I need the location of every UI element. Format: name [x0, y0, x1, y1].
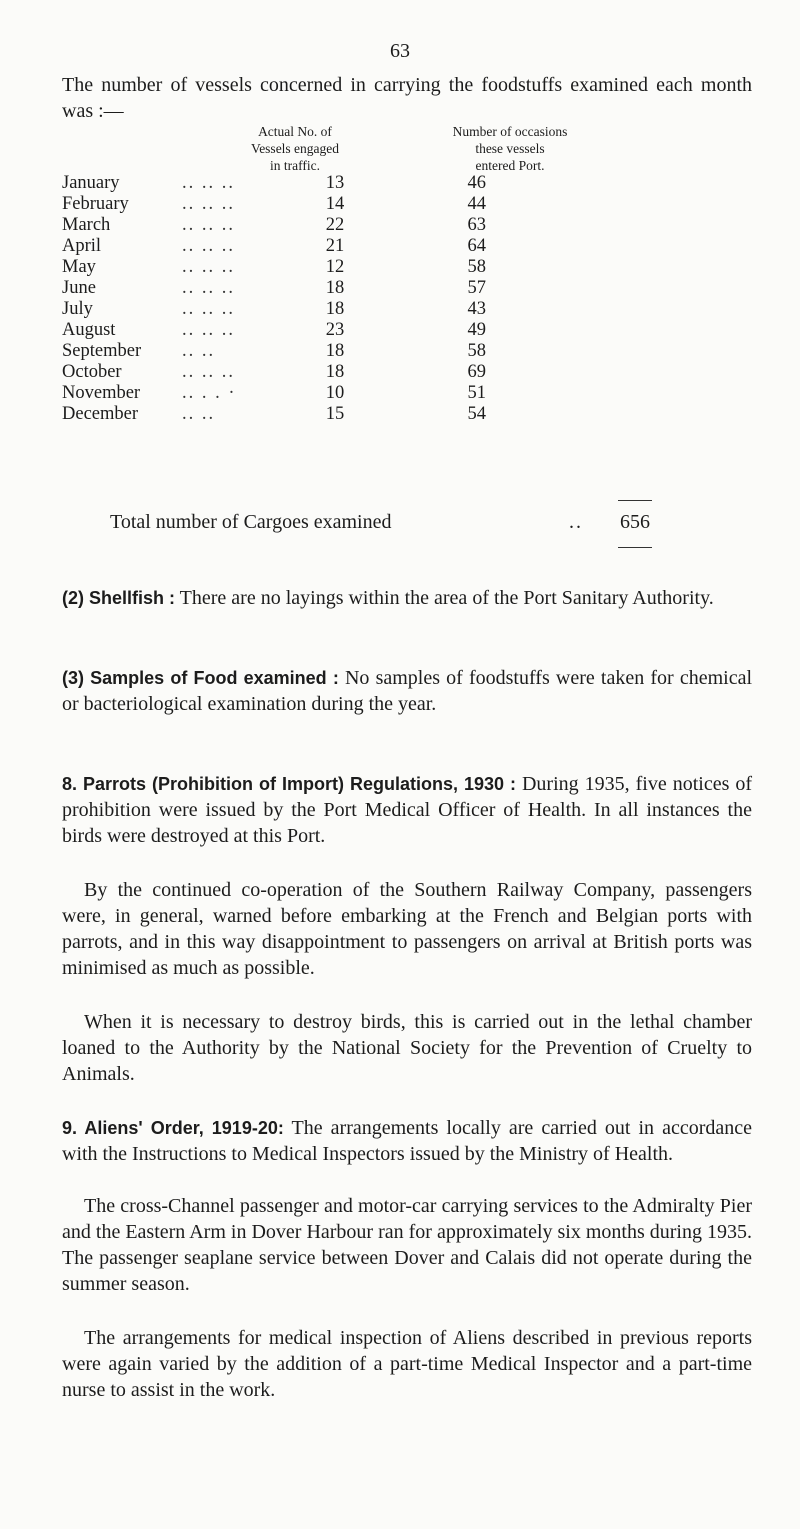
total-value: 656	[620, 511, 650, 533]
intro-paragraph: The number of vessels concerned in carrying the foodstuffs examined each month was :—	[62, 74, 752, 122]
page-number: 63	[390, 40, 410, 62]
column-header-vessels-engaged	[210, 123, 380, 174]
section-text: During 1935, five notices of prohibition were issued by the Port Medical Officer of Health. In all instances the birds were destroyed at this Port.	[62, 773, 753, 847]
table-row	[62, 257, 486, 278]
column-header-occasions	[410, 123, 610, 174]
leader-dots: .. ..	[182, 341, 216, 361]
leader-dots: .. .. ..	[182, 194, 235, 214]
paragraph-lethal-chamber: When it is necessary to destroy birds, this is carried out in the lethal chamber loaned to the Authority by the National Society for the Prevention of Cruelty to Animals.	[62, 1011, 752, 1085]
column-header-line: Number of occasions	[452, 124, 568, 139]
occasions-cell: 58	[467, 257, 486, 277]
month-cell: January	[62, 173, 120, 193]
occasions-cell: 51	[467, 383, 486, 403]
occasions-cell: 44	[467, 194, 486, 214]
section-heading: 8. Parrots (Prohibition of Import) Regulations, 1930 :	[62, 774, 516, 794]
section-parrots	[62, 771, 752, 849]
vessels-cell: 15	[325, 404, 345, 424]
table-row	[62, 173, 486, 194]
vessels-table	[62, 173, 486, 425]
occasions-cell: 46	[467, 173, 486, 193]
leader-dots: .. .. ..	[182, 257, 235, 277]
month-cell: April	[62, 236, 102, 256]
section-heading: (2) Shellfish :	[62, 588, 176, 608]
total-label: Total number of Cargoes examined	[110, 511, 392, 533]
month-cell: June	[62, 278, 96, 298]
section-heading: (3) Samples of Food examined :	[62, 668, 339, 688]
column-header-line: in traffic.	[270, 158, 320, 173]
paragraph-cross-channel: The cross-Channel passenger and motor-car carrying services to the Admiralty Pier and the Eastern Arm in Dover Harbour ran for approximately six months during 1935. The passenger seaplane service between Dover and Calais did not operate during the summer season.	[62, 1195, 752, 1295]
vessels-cell: 23	[325, 320, 345, 340]
vessels-cell: 13	[325, 173, 345, 193]
leader-dots: .. .. ..	[182, 215, 235, 235]
paragraph-railway: By the continued co-operation of the Southern Railway Company, passengers were, in general, warned before embarking at the French and Belgian ports with parrots, and in this way disappointment to passengers on arrival at British ports was minimised as much as possible.	[62, 879, 752, 979]
total-rule-bottom	[618, 547, 652, 548]
section-heading: 9. Aliens' Order, 1919-20:	[62, 1118, 284, 1138]
occasions-cell: 43	[467, 299, 486, 319]
leader-dots: .. .. ..	[182, 320, 235, 340]
table-row	[62, 362, 486, 383]
occasions-cell: 57	[467, 278, 486, 298]
section-aliens-order	[62, 1115, 752, 1167]
vessels-cell: 12	[325, 257, 345, 277]
table-row	[62, 404, 486, 425]
section-text: The arrangements locally are carried out in accordance with the Instructions to Medical Inspectors issued by the Ministry of Health.	[62, 1117, 752, 1165]
table-row	[62, 341, 486, 362]
table-row	[62, 320, 486, 341]
month-cell: March	[62, 215, 111, 235]
occasions-cell: 58	[467, 341, 486, 361]
month-cell: September	[62, 341, 142, 361]
month-cell: November	[62, 383, 141, 403]
vessels-cell: 10	[325, 383, 345, 403]
vessels-cell: 18	[325, 299, 345, 319]
column-header-line: Vessels engaged	[250, 141, 340, 156]
section-text: There are no layings within the area of the Port Sanitary Authority.	[179, 587, 714, 609]
month-cell: December	[62, 404, 139, 424]
vessels-cell: 14	[325, 194, 345, 214]
occasions-cell: 49	[467, 320, 486, 340]
section-food-samples	[62, 665, 752, 717]
leader-dots: .. .. ..	[182, 236, 235, 256]
leader-dots: .. ..	[182, 404, 216, 424]
occasions-cell: 63	[467, 215, 486, 235]
table-row	[62, 278, 486, 299]
table-row	[62, 194, 486, 215]
column-header-line: Actual No. of	[258, 124, 332, 139]
column-header-line: entered Port.	[475, 158, 545, 173]
section-text: No samples of foodstuffs were taken for chemical or bacteriological examination during the year.	[62, 667, 753, 715]
table-row	[62, 236, 486, 257]
paragraph-medical-inspection: The arrangements for medical inspection of Aliens described in previous reports were again varied by the addition of a part-time Medical Inspector and a part-time nurse to assist in the work.	[62, 1327, 752, 1401]
vessels-cell: 22	[325, 215, 345, 235]
month-cell: July	[62, 299, 93, 319]
table-row	[62, 215, 486, 236]
leader-dots: .. .. ..	[182, 173, 235, 193]
month-cell: May	[62, 257, 96, 277]
leader-dots: .. .. ..	[182, 278, 235, 298]
vessels-cell: 21	[325, 236, 345, 256]
leader-dots: .. .. ..	[182, 362, 235, 382]
table-row	[62, 299, 486, 320]
occasions-cell: 54	[467, 404, 486, 424]
leader-dots: .. . . ·	[182, 383, 237, 403]
month-cell: February	[62, 194, 129, 214]
month-cell: October	[62, 362, 122, 382]
total-rule-top	[618, 500, 652, 501]
month-cell: August	[62, 320, 116, 340]
vessels-cell: 18	[325, 341, 345, 361]
vessels-cell: 18	[325, 362, 345, 382]
occasions-cell: 64	[467, 236, 486, 256]
vessels-cell: 18	[325, 278, 345, 298]
leader-dots: .. .. ..	[182, 299, 235, 319]
section-shellfish	[62, 585, 752, 611]
column-header-line: these vessels	[475, 141, 545, 156]
total-dots: ..	[569, 511, 583, 533]
table-row	[62, 383, 486, 404]
occasions-cell: 69	[467, 362, 486, 382]
